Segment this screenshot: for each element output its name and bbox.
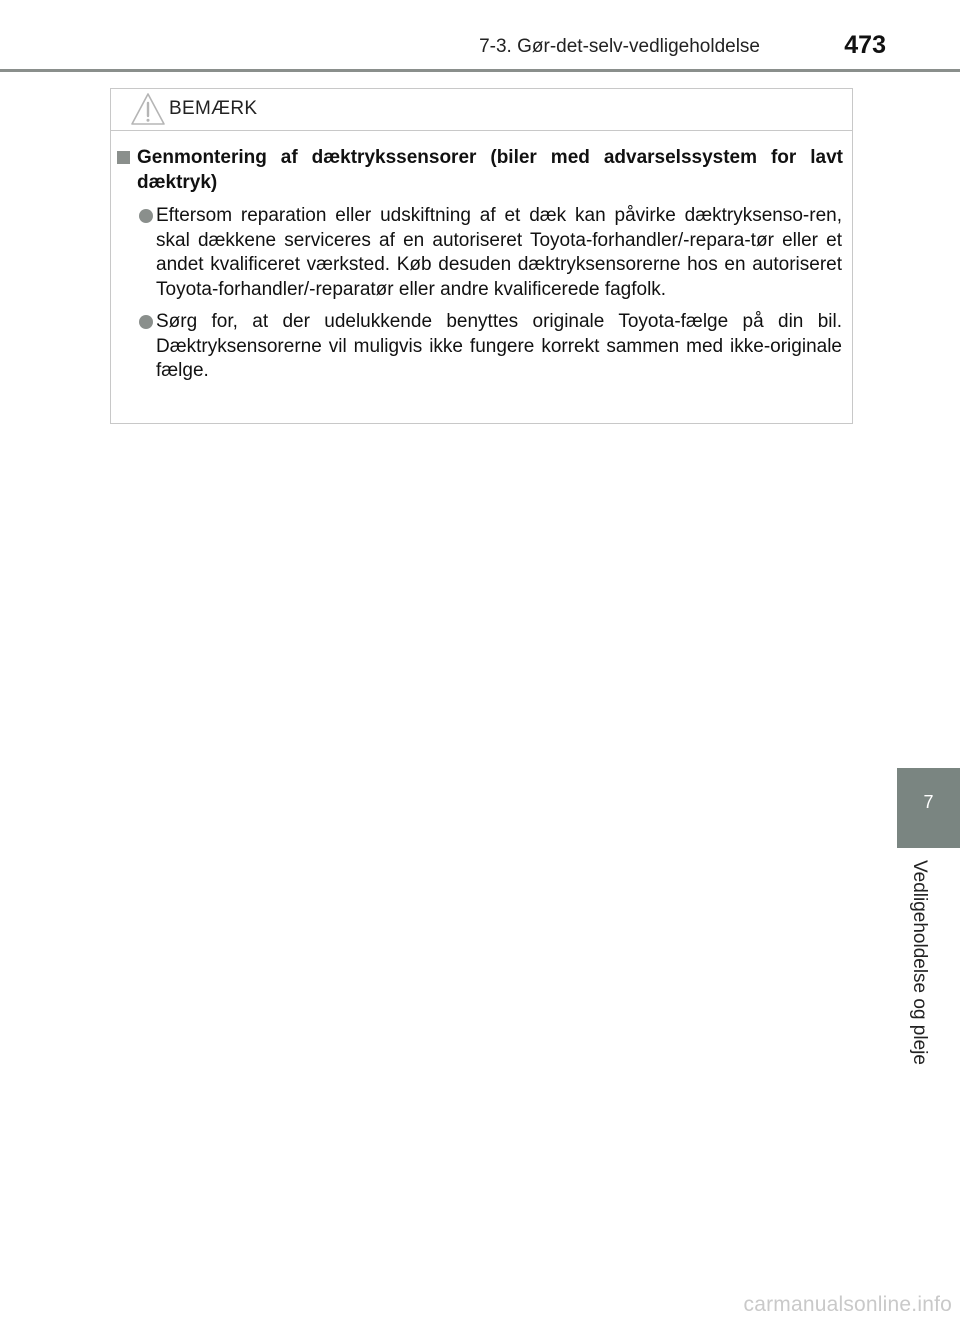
list-item bbox=[156, 204, 842, 302]
watermark: carmanualsonline.info bbox=[743, 1293, 952, 1316]
warning-triangle-icon bbox=[130, 92, 166, 126]
list-item bbox=[156, 310, 842, 384]
chapter-tab bbox=[897, 768, 960, 848]
note-title: BEMÆRK bbox=[169, 98, 258, 119]
note-box bbox=[110, 88, 853, 424]
header-divider bbox=[0, 69, 960, 72]
circle-bullet-icon bbox=[139, 209, 153, 223]
list-item-text: Eftersom reparation eller udskiftning af et dæk kan påvirke dæktryksenso-ren, skal dækkene serviceres af en autoriseret Toyota-forhandler/-repara-tør eller et andet kvalificeret værksted. Køb desuden dæktryksensorerne hos en autoriseret Toyota-forhandler/-reparatør eller andre kvalificerede fagfolk. bbox=[156, 205, 842, 300]
circle-bullet-icon bbox=[139, 315, 153, 329]
header-section-title: 7-3. Gør-det-selv-vedligeholdelse bbox=[479, 36, 760, 57]
note-content bbox=[111, 145, 852, 384]
note-heading bbox=[137, 145, 843, 195]
chapter-label: Vedligeholdelse og pleje bbox=[909, 860, 930, 1065]
note-heading-text: Genmontering af dæktrykssensorer (biler med advarselssystem for lavt dæktryk) bbox=[137, 147, 843, 193]
page-number: 473 bbox=[844, 31, 886, 59]
note-header bbox=[111, 89, 852, 131]
list-item-text: Sørg for, at der udelukkende benyttes originale Toyota-fælge på din bil. Dæktryksensorerne vil muligvis ikke fungere korrekt sammen med ikke-originale fælge. bbox=[156, 311, 842, 381]
square-bullet-icon bbox=[117, 151, 130, 164]
chapter-number: 7 bbox=[923, 792, 934, 812]
